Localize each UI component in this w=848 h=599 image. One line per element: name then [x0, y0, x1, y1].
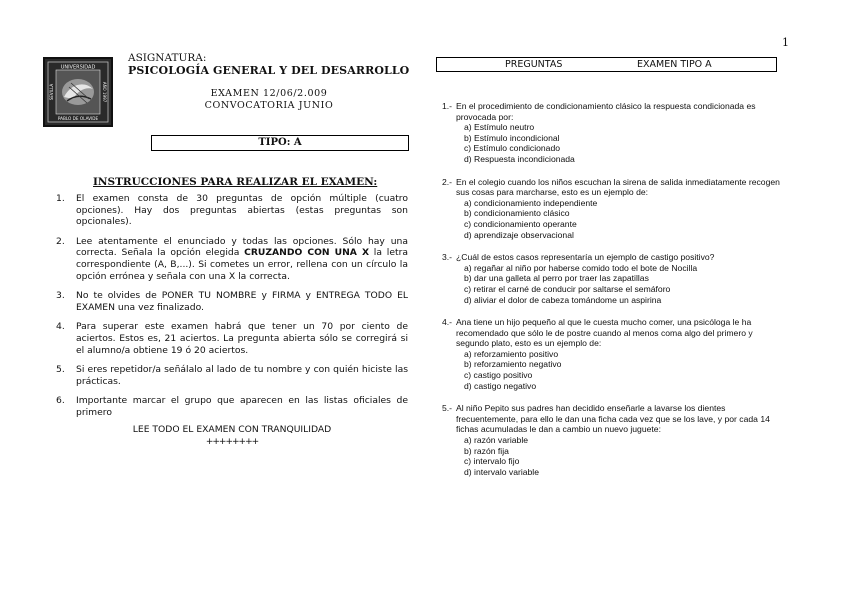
question-option: b) reforzamiento negativo — [464, 359, 562, 370]
question-option: c) retirar el carné de conducir por saltarse el semáforo — [464, 283, 671, 294]
asignatura-title: PSICOLOGÍA GENERAL Y DEL DESARROLLO — [128, 64, 410, 77]
instruction-item — [56, 236, 408, 282]
instruction-number: 4. — [56, 321, 65, 333]
instruction-number: 1. — [56, 193, 65, 204]
question-item — [442, 252, 782, 305]
instruction-text: Si eres repetidor/a señálalo al lado de tu nombre y con quién hiciste las prácticas. — [76, 364, 408, 387]
question-item — [442, 177, 782, 241]
question-option: d) aprendizaje observacional — [464, 229, 574, 240]
question-option: b) condicionamiento clásico — [464, 208, 570, 219]
instruction-item — [56, 321, 408, 356]
instruction-item — [56, 364, 408, 387]
instruction-item — [56, 290, 408, 313]
question-option: d) aliviar el dolor de cabeza tomándome un aspirina — [464, 294, 662, 305]
questions-header-right: EXAMEN TIPO A — [637, 59, 712, 70]
questions-header-left: PREGUNTAS — [505, 59, 563, 70]
question-option: b) dar una galleta al perro por traer las zapatillas — [464, 273, 649, 284]
question-number: 5.- — [442, 403, 453, 414]
instruction-text: Para superar este examen habrá que tener un 70 por ciento de aciertos. Estos es, 21 aciertos. La pregunta abierta sólo se corregirá si el alumno/a obtiene 19 ó 20 aciertos. — [76, 321, 408, 356]
question-option: c) Estímulo condicionado — [464, 143, 561, 154]
instructions-heading: INSTRUCCIONES PARA REALIZAR EL EXAMEN: — [93, 176, 378, 188]
question-option: d) castigo negativo — [464, 380, 537, 391]
question-option: a) Estímulo neutro — [464, 122, 535, 133]
question-option: c) condicionamiento operante — [464, 218, 577, 229]
question-number: 2.- — [442, 176, 453, 187]
instruction-number: 6. — [56, 395, 65, 407]
logo-bottom-text: PABLO DE OLAVIDE — [57, 116, 99, 121]
instruction-item — [56, 395, 408, 418]
questions-list — [442, 101, 782, 489]
exam-convocatoria: CONVOCATORIA JUNIO — [204, 100, 334, 111]
question-option: a) reforzamiento positivo — [464, 348, 559, 359]
question-text: Al niño Pepito sus padres han decidido enseñarle a lavarse los dientes frecuentemente, para ello le dan una ficha cada vez que se los lave, y por cada 14 fichas acumuladas le dan a cambio un nuevo juguete: — [456, 403, 770, 435]
questions-header — [436, 57, 777, 72]
question-number: 1.- — [442, 101, 453, 111]
instruction-number: 5. — [56, 364, 65, 376]
question-item — [442, 101, 782, 165]
logo-left-text: SEVILLA — [49, 83, 54, 101]
logo-top-text: UNIVERSIDAD — [60, 64, 96, 71]
instruction-number: 2. — [56, 235, 65, 247]
question-text: ¿Cuál de estos casos representaría un ejemplo de castigo positivo? — [456, 252, 715, 263]
question-item — [442, 317, 782, 391]
instruction-text — [76, 236, 408, 282]
instruction-text: Importante marcar el grupo que aparecen en las listas oficiales de primero — [76, 395, 408, 418]
question-text: En el colegio cuando los niños escuchan la sirena de salida inmediatamente recogen sus cosas para marcharse, esto es un ejemplo de: — [456, 176, 780, 198]
question-item — [442, 403, 782, 477]
question-number: 3.- — [442, 252, 453, 263]
question-text: Ana tiene un hijo pequeño al que le cuesta mucho comer, una psicóloga le ha recomendado que sólo le de postre cuando al menos coma algo del primero y segundo plato, esto es un ejemplo de: — [456, 317, 753, 349]
instructions-list — [56, 193, 408, 427]
question-option: c) castigo positivo — [464, 370, 533, 381]
closing-message: LEE TODO EL EXAMEN CON TRANQUILIDAD — [132, 424, 332, 435]
instruction-number: 3. — [56, 290, 65, 302]
exam-type-box: TIPO: A — [151, 135, 409, 151]
question-option: b) Estímulo incondicional — [464, 132, 560, 143]
logo-right-text: AÑO 1997 — [102, 81, 107, 103]
question-option: a) razón variable — [464, 435, 529, 446]
instruction-item — [56, 193, 408, 228]
asignatura-label: ASIGNATURA: — [128, 52, 207, 64]
university-logo — [43, 57, 113, 127]
closing-separator: ++++++++ — [205, 437, 259, 447]
exam-date: EXAMEN 12/06/2.009 — [210, 88, 328, 99]
question-option: b) razón fija — [464, 445, 509, 456]
instruction-text-before: Lee atentamente el enunciado y todas las opciones. Sólo hay una correcta. Señala la opción elegida — [76, 235, 408, 259]
question-text: En el procedimiento de condicionamiento clásico la respuesta condicionada es provocada por: — [456, 101, 756, 122]
question-option: d) intervalo variable — [464, 466, 539, 477]
question-option: a) regañar al niño por haberse comido todo el bote de Nocilla — [464, 262, 698, 273]
instruction-text: No te olvides de PONER TU NOMBRE y FIRMA y ENTREGA TODO EL EXAMEN una vez finalizado. — [76, 290, 408, 313]
instruction-emphasis: CRUZANDO CON UNA X — [244, 247, 370, 259]
instruction-text: El examen consta de 30 preguntas de opción múltiple (cuatro opciones). Hay dos preguntas abiertas (estas preguntas son opcionales). — [76, 193, 408, 228]
question-option: a) condicionamiento independiente — [464, 197, 598, 208]
question-option: d) Respuesta incondicionada — [464, 153, 575, 164]
instruction-text-after: la letra correspondiente (A, B,...). Si cometes un error, rellena con un círculo la opción errónea y señala con una X la correcta. — [76, 247, 408, 282]
page-number: 1 — [782, 36, 789, 49]
question-option: c) intervalo fijo — [464, 456, 520, 467]
question-number: 4.- — [442, 317, 453, 328]
